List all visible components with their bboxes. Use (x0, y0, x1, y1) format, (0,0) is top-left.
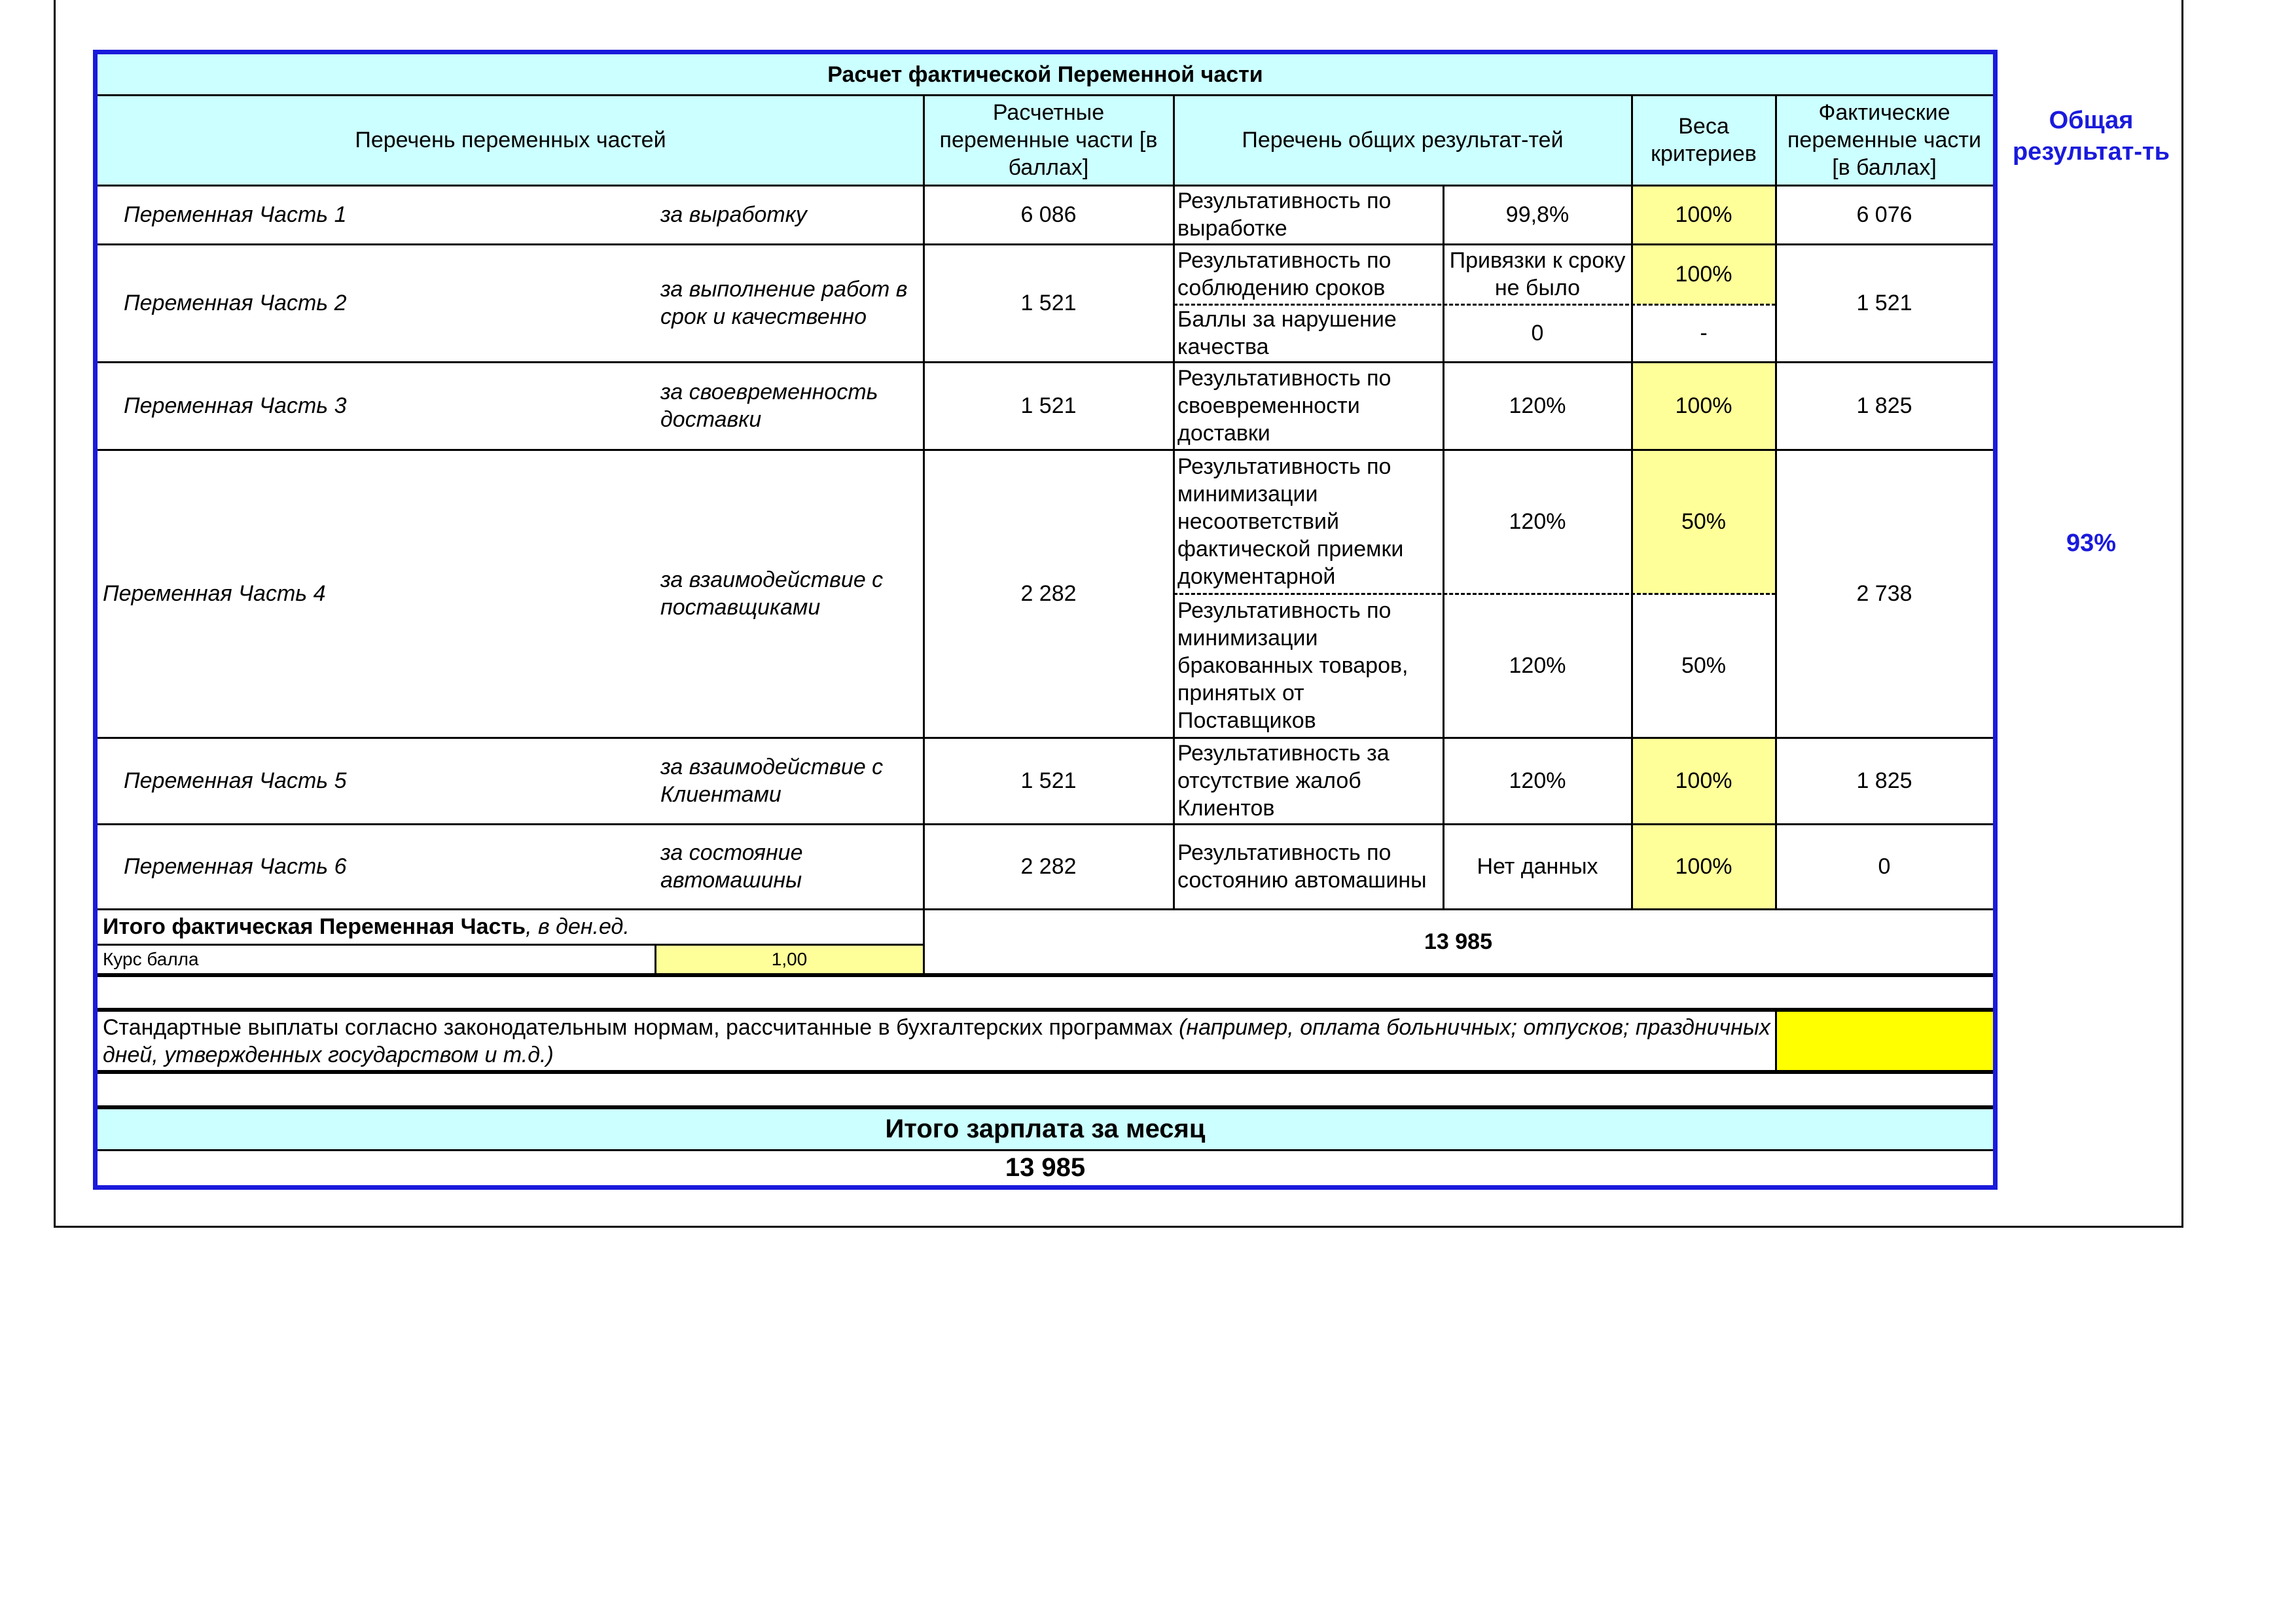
row3-calc: 1 521 (1020, 393, 1077, 418)
row4-fact: 2 738 (1856, 581, 1912, 606)
row3-result: 120% (1509, 393, 1566, 418)
row2-desc: за выполнение работ в срок и качественно (660, 277, 908, 329)
rate-label: Курс балла (103, 949, 199, 969)
salary-label: Итого зарплата за месяц (98, 1108, 1993, 1150)
row1-criterion: Результативность по выработке (1177, 188, 1391, 241)
row1-weight: 100% (1632, 185, 1776, 244)
grid-line (98, 94, 1993, 96)
grid-line (98, 944, 924, 946)
row4-part: Переменная Часть 4 (103, 581, 326, 606)
row5-weight: 100% (1632, 738, 1776, 824)
overall-result-value: 93% (2066, 529, 2117, 557)
row6-fact: 0 (1878, 854, 1891, 879)
grid-line (655, 944, 656, 974)
grid-line (98, 973, 1993, 977)
dashed-separator (1174, 593, 1776, 595)
standard-payments-text (98, 1010, 1776, 1071)
row4-calc: 2 282 (1020, 581, 1077, 606)
grid-line (98, 243, 1993, 245)
grid-line (1443, 185, 1444, 909)
row6-desc: за состояние автомашины (660, 840, 803, 893)
row2-weight-b: - (1700, 321, 1708, 346)
row5-result: 120% (1509, 768, 1566, 793)
row3-weight: 100% (1632, 362, 1776, 450)
row1-fact: 6 076 (1856, 202, 1912, 227)
row4-desc: за взаимодействие с поставщиками (660, 567, 884, 620)
row6-part: Переменная Часть 6 (124, 854, 347, 879)
row6-result: Нет данных (1477, 854, 1598, 879)
rate-value: 1,00 (655, 944, 924, 974)
row2-weight-a: 100% (1632, 244, 1776, 304)
grid-line (98, 185, 1993, 187)
row2-result-b: 0 (1531, 321, 1544, 346)
header-calc-points: Расчетные переменные части [в баллах] (924, 95, 1174, 185)
row3-part: Переменная Часть 3 (124, 393, 347, 418)
variable-part-table (93, 50, 1998, 1190)
row3-criterion: Результативность по своевременности доставки (1177, 366, 1391, 446)
header-weights: Веса критериев (1632, 95, 1776, 185)
row5-part: Переменная Часть 5 (124, 768, 347, 793)
row3-fact: 1 825 (1856, 393, 1912, 418)
row4-result-a: 120% (1509, 509, 1566, 534)
header-results: Перечень общих результат-тей (1174, 95, 1632, 185)
row1-desc: за выработку (660, 202, 807, 227)
row2-criterion-a: Результативность по соблюдению сроков (1177, 248, 1391, 300)
grid-line (98, 361, 1993, 363)
salary-value: 13 985 (1005, 1153, 1086, 1182)
grid-line (98, 1070, 1993, 1074)
row4-weight-a: 50% (1632, 450, 1776, 594)
row1-part: Переменная Часть 1 (124, 202, 347, 227)
grid-line (98, 737, 1993, 739)
row1-calc: 6 086 (1020, 202, 1077, 227)
row3-desc: за своевременность доставки (660, 380, 878, 432)
grid-line (1173, 95, 1175, 909)
standard-payments-main: Стандартные выплаты согласно законодательным нормам, рассчитанные в бухгалтерских программах (103, 1015, 1179, 1040)
grid-line (1775, 1010, 1777, 1071)
row6-weight: 100% (1632, 824, 1776, 909)
row4-weight-b: 50% (1681, 653, 1727, 678)
row5-criterion: Результативность за отсутствие жалоб Клиентов (1177, 741, 1390, 821)
overall-result-header: Общая результат-ть (2012, 107, 2170, 166)
standard-payments-note: (например, оплата больничных; отпусков; праздничных дней, утвержденных государством и т.д.) (103, 1015, 1770, 1067)
row4-criterion-b: Результативность по минимизации бракованных товаров, принятых от Поставщиков (1177, 598, 1408, 733)
standard-payments-input[interactable] (1776, 1010, 1993, 1071)
row5-fact: 1 825 (1856, 768, 1912, 793)
grid-line (923, 95, 925, 909)
header-fact-points: Фактические переменные части [в баллах] (1776, 95, 1993, 185)
grid-line (98, 1149, 1993, 1151)
grid-line (923, 909, 925, 974)
grid-line (98, 908, 1993, 910)
grid-line (98, 1008, 1993, 1012)
grid-line (98, 823, 1993, 825)
row4-criterion-a: Результативность по минимизации несоответствий фактической приемки документарной (1177, 454, 1404, 589)
row2-calc: 1 521 (1020, 291, 1077, 315)
grid-line (98, 449, 1993, 451)
row2-fact: 1 521 (1856, 291, 1912, 315)
row5-desc: за взаимодействие с Клиентами (660, 755, 884, 807)
row6-calc: 2 282 (1020, 854, 1077, 879)
row2-part: Переменная Часть 2 (124, 291, 347, 315)
total-label-text: Итого фактическая Переменная Часть (103, 914, 526, 939)
row5-calc: 1 521 (1020, 768, 1077, 793)
grid-line (1631, 95, 1633, 909)
total-unit: , в ден.ед. (526, 914, 630, 939)
table-title: Расчет фактической Переменной части (98, 54, 1993, 95)
row2-criterion-b: Баллы за нарушение качества (1177, 307, 1397, 359)
dashed-separator (1174, 304, 1776, 306)
row6-criterion: Результативность по состоянию автомашины (1177, 840, 1427, 893)
row1-result: 99,8% (1505, 202, 1570, 227)
total-label (98, 909, 924, 944)
grid-line (1775, 95, 1777, 909)
total-value: 13 985 (1424, 929, 1492, 954)
header-parts: Перечень переменных частей (98, 95, 924, 185)
grid-line (98, 1105, 1993, 1109)
row2-result-a: Привязки к сроку не было (1449, 248, 1626, 300)
row4-result-b: 120% (1509, 653, 1566, 678)
